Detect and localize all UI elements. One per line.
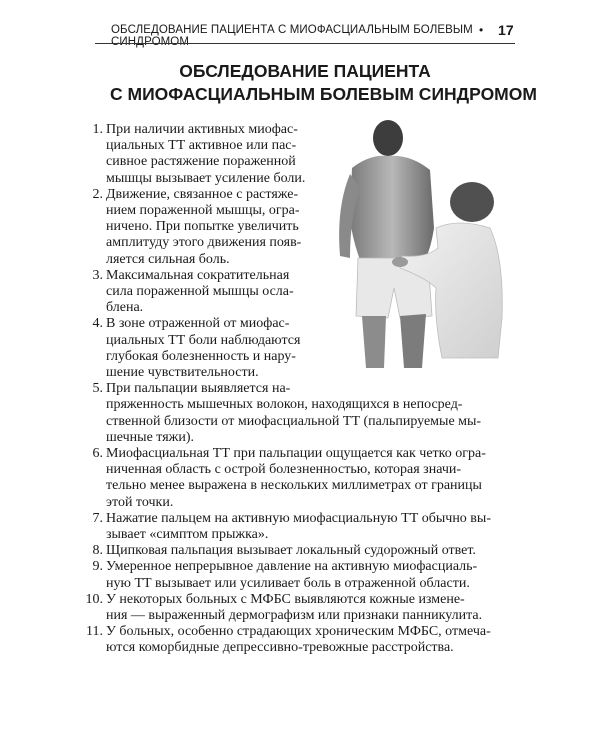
list-item-line: зывает «симптом прыжка».: [106, 527, 269, 542]
list-item-line: У некоторых больных с МФБС выявляются кожные измене-: [106, 591, 465, 607]
list-item-line: тельно менее выражена в нескольких миллиметрах от границы: [106, 478, 482, 494]
list-item-line: ния — выраженный дермографизм или признаки панникулита.: [106, 608, 483, 623]
list-item-number: 7.: [92, 510, 103, 526]
list-item-line: Умеренное непрерывное давление на активную миофасциаль-: [106, 559, 478, 575]
list-item-line: шечные тяжи).: [106, 429, 194, 445]
running-title: ОБСЛЕДОВАНИЕ ПАЦИЕНТА С МИОФАСЦИАЛЬНЫМ БОЛЕВЫМ СИНДРОМОМ: [111, 24, 473, 48]
list-item-number: 5.: [92, 381, 103, 397]
list-item-line: блена.: [106, 300, 144, 316]
list-item-number: 8.: [92, 543, 103, 559]
list-item-line: нием пораженной мышцы, огра-: [106, 203, 300, 218]
list-item-line: Нажатие пальцем на активную миофасциальную ТТ обычно вы-: [106, 510, 491, 526]
list-item-line: Миофасциальная ТТ при пальпации ощущается как четко огра-: [106, 446, 486, 461]
list-item-line: ются коморбидные депрессивно-тревожные расстройства.: [106, 640, 454, 656]
list-item-line: Движение, связанное с растяже-: [106, 186, 299, 202]
header-bullet: •: [479, 23, 484, 37]
list-item-line: При пальпации выявляется на-: [106, 381, 291, 397]
list-item-line: У больных, особенно страдающих хроническим МФБС, отмеча-: [106, 624, 491, 640]
section-title: [110, 60, 537, 106]
list-item-line: Щипковая пальпация вызывает локальный судорожный ответ.: [106, 543, 476, 559]
list-item-line: глубокая болезненность и нару-: [106, 348, 296, 364]
list-item-number: 9.: [92, 559, 103, 575]
list-item-line: сила пораженной мышцы осла-: [106, 284, 294, 299]
list-item-line: Максимальная сократительная: [106, 267, 290, 283]
list-item-line: При наличии активных миофас-: [106, 122, 298, 137]
list-item-line: циальных ТТ боли наблюдаются: [106, 332, 301, 348]
header-rule: [95, 43, 515, 44]
list-item-number: 10.: [85, 591, 103, 607]
list-item-number: 1.: [92, 122, 103, 137]
section-title-line-2: С МИОФАСЦИАЛЬНЫМ БОЛЕВЫМ СИНДРОМОМ: [110, 84, 537, 104]
list-item-line: ниченная область с острой болезненностью, которая значи-: [106, 462, 462, 478]
running-header: [95, 22, 515, 48]
examination-photo: [330, 118, 505, 380]
list-item-line: ственной близости от миофасциальной ТТ (пальпируемые мы-: [106, 413, 482, 429]
list-item-number: 11.: [86, 624, 103, 640]
list-item-line: ляется сильная боль.: [106, 251, 230, 267]
list-item-number: 2.: [92, 186, 103, 202]
page-number: 17: [498, 22, 514, 38]
list-item-line: ную ТТ вызывает или усиливает боль в отраженной области.: [106, 575, 470, 591]
list-item-number: 6.: [92, 446, 103, 461]
list-item-line: ничено. При попытке увеличить: [106, 219, 299, 235]
list-item-line: этой точки.: [106, 494, 174, 510]
list-item-line: амплитуду этого движения появ-: [106, 235, 302, 251]
list-item-line: В зоне отраженной от миофас-: [106, 316, 290, 332]
list-item-number: 3.: [92, 267, 103, 283]
list-item-line: сивное растяжение пораженной: [106, 154, 296, 170]
section-title-line-1: ОБСЛЕДОВАНИЕ ПАЦИЕНТА: [179, 61, 431, 81]
list-item-line: циальных ТТ активное или пас-: [106, 138, 297, 154]
list-item-line: мышцы вызывает усиление боли.: [106, 170, 306, 186]
list-item-line: шение чувствительности.: [106, 365, 259, 380]
list-item-line: пряженность мышечных волокон, находящихся в непосред-: [106, 397, 463, 413]
list-item-number: 4.: [92, 316, 103, 332]
